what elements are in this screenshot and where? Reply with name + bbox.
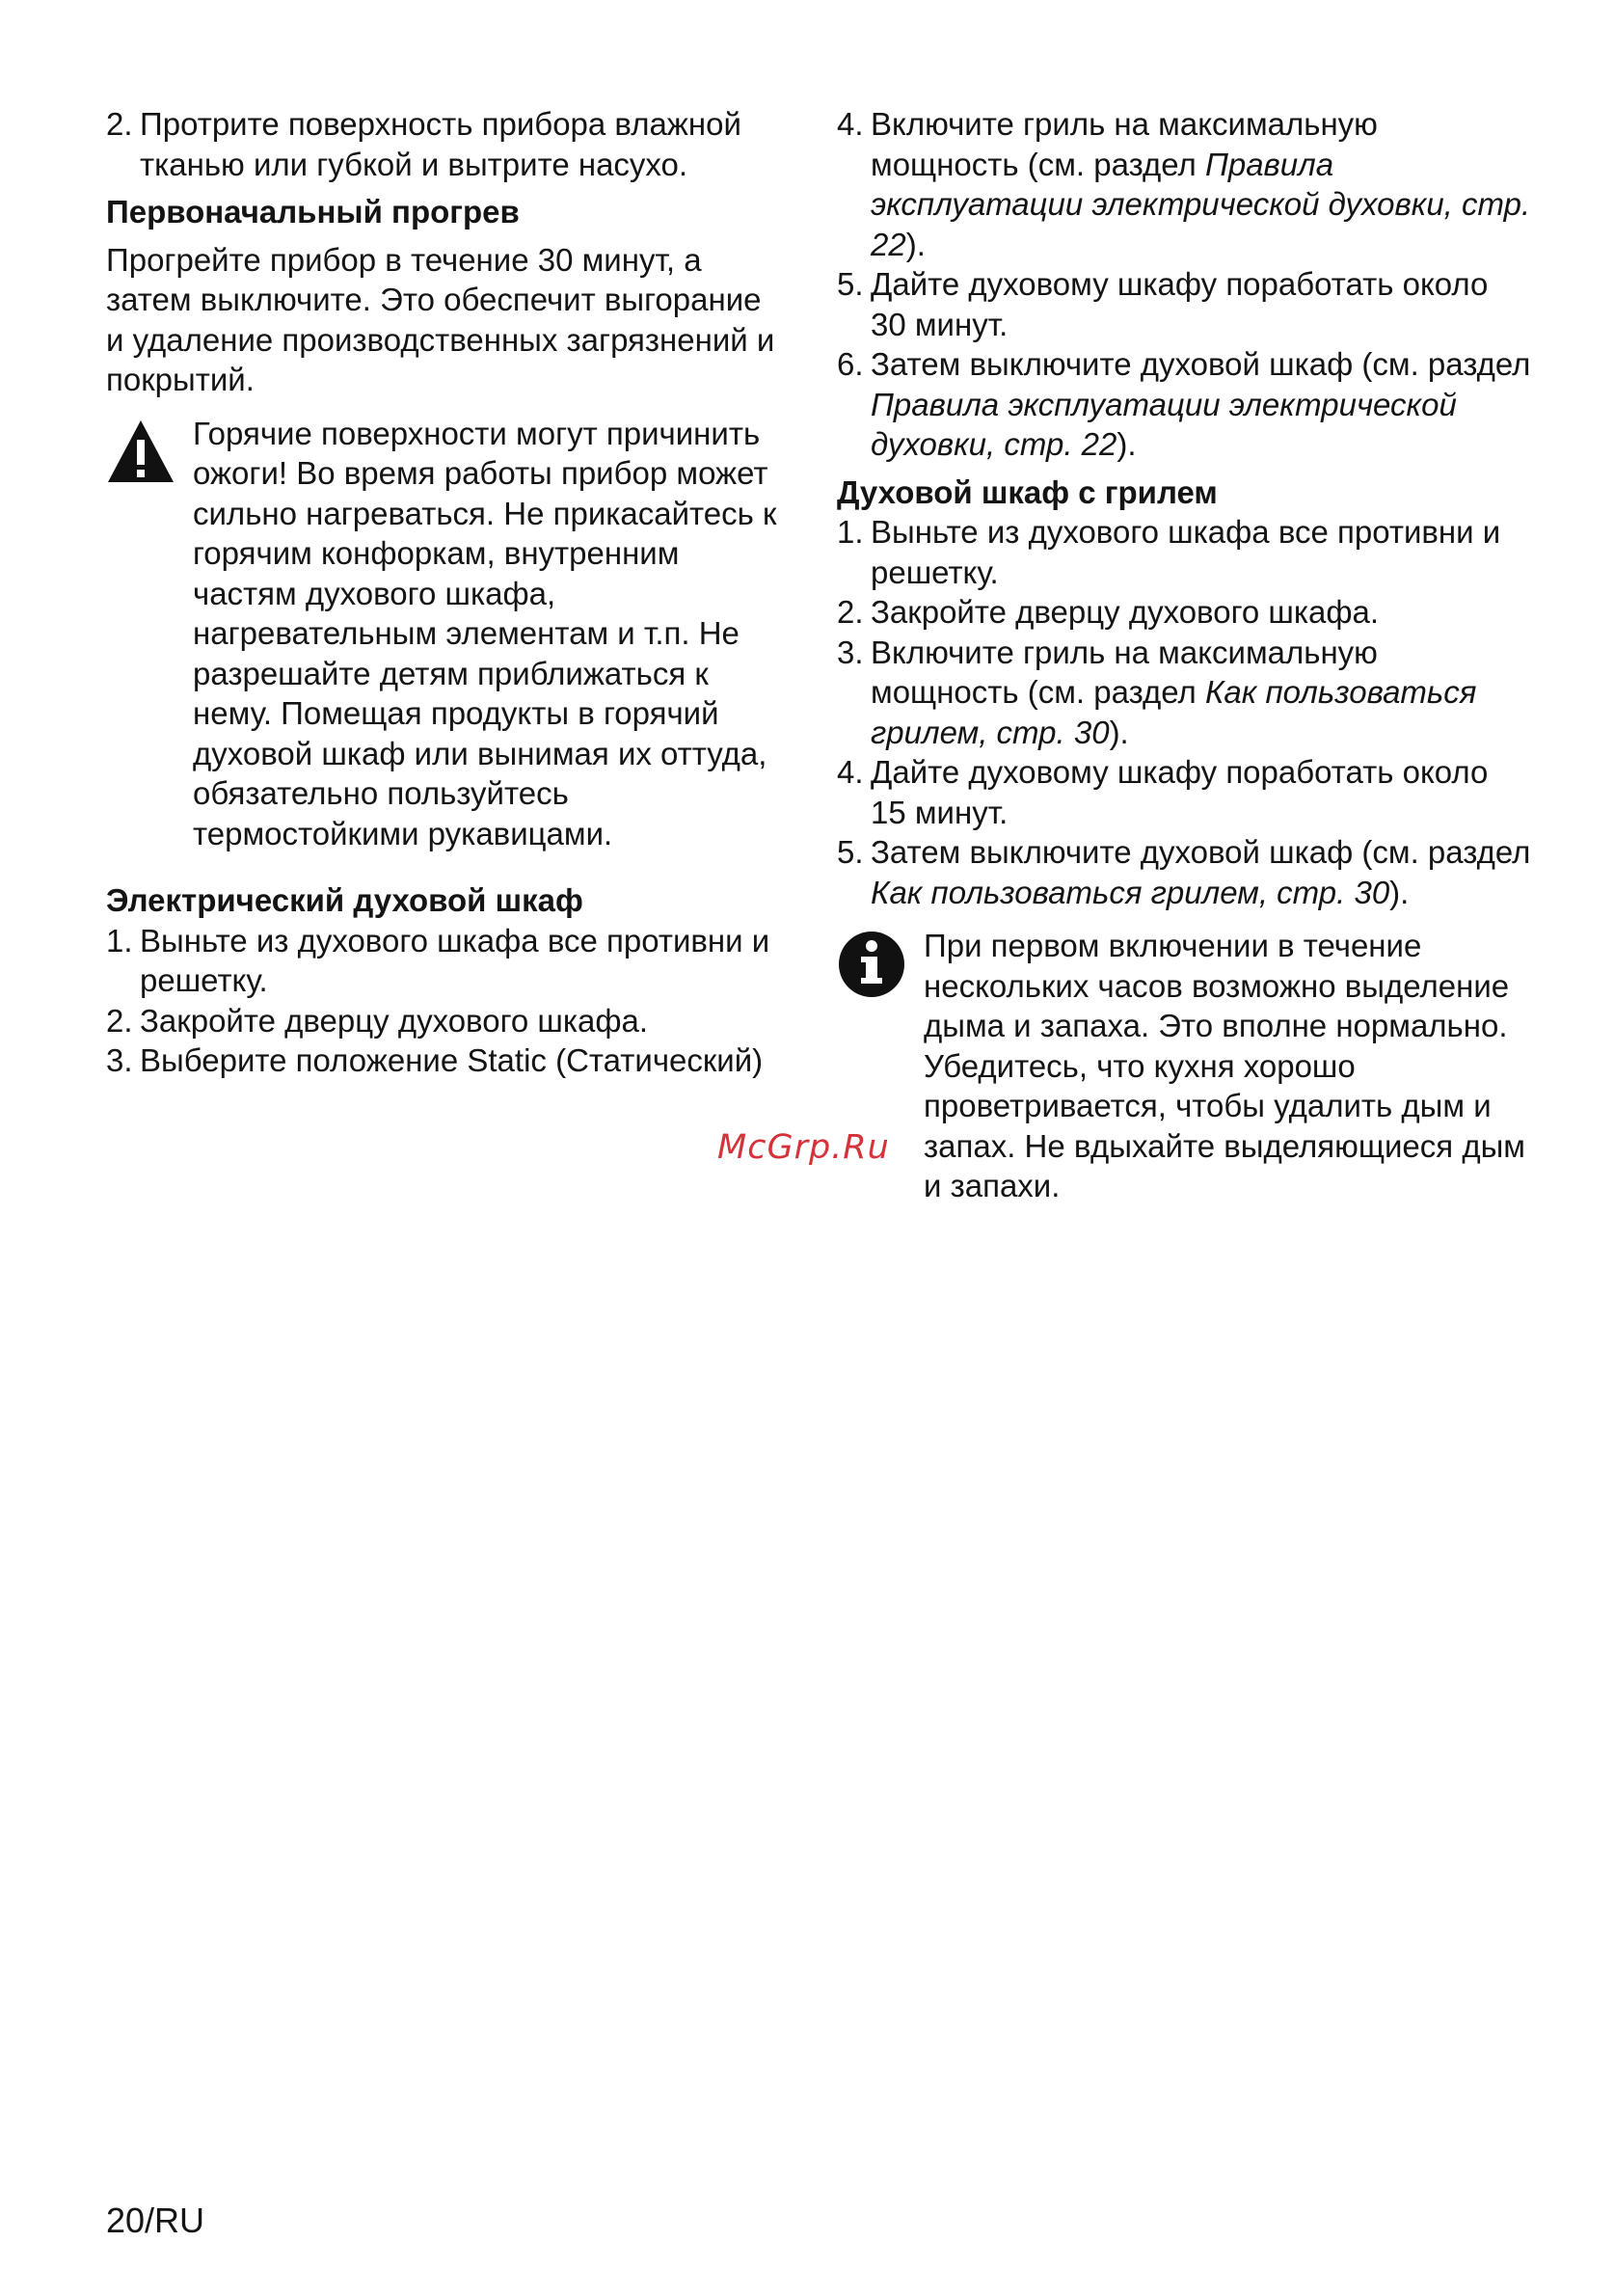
- left-column: [106, 104, 781, 1081]
- list-item: [106, 1001, 781, 1041]
- item-number: 3.: [837, 634, 864, 670]
- item-text: Закройте дверцу духового шкафа.: [140, 1002, 649, 1039]
- cross-reference: Правила эксплуатации электрической духовки, стр. 22: [871, 386, 1457, 462]
- warning-text: Горячие поверхности могут причинить ожоги! Во время работы прибор может сильно нагреваться. Не прикасайтесь к горячим конфоркам, внутренним частям духового шкафа, нагревательным элементам и т.п. Не разрешайте детям приближаться к нему. Помещая продукты в горячий духовой шкаф или вынимая их оттуда, обязательно пользуйтесь термостойкими рукавицами.: [193, 415, 777, 851]
- item-text: Дайте духовому шкафу поработать около 15 минут.: [871, 754, 1489, 830]
- list-item: [837, 752, 1531, 832]
- preheat-text: Прогрейте прибор в течение 30 минут, а затем выключите. Это обеспечит выгорание и удаление производственных загрязнений и покрытий.: [106, 241, 775, 397]
- list-item: [837, 264, 1531, 344]
- item-text: Выньте из духового шкафа все противни и решетку.: [871, 514, 1501, 590]
- item-number: 4.: [837, 754, 864, 790]
- cross-reference: Как пользоваться грилем, стр. 30: [871, 874, 1390, 910]
- item-number: 2.: [837, 594, 864, 630]
- info-text: При первом включении в течение нескольких часов возможно выделение дыма и запаха. Это вполне нормально. Убедитесь, что кухня хорошо проветривается, чтобы удалить дым и запах. Не вдыхайте выделяющиеся дым и запахи.: [924, 928, 1525, 1203]
- list-item: [106, 921, 781, 1001]
- list-item: [837, 344, 1531, 465]
- item-text: Затем выключите духовой шкаф (см. раздел Правила эксплуатации электрической духовки, стр. 22).: [871, 346, 1531, 462]
- item-text: Затем выключите духовой шкаф (см. раздел Как пользоваться грилем, стр. 30).: [871, 834, 1531, 910]
- item-number: 5.: [837, 266, 864, 302]
- list-item: [837, 512, 1531, 592]
- list-item: [106, 1040, 781, 1081]
- list-item: [106, 104, 781, 184]
- item-number: 6.: [837, 346, 864, 382]
- item-text: Протрите поверхность прибора влажной тканью или губкой и вытрите насухо.: [140, 106, 741, 182]
- item-number: 2.: [106, 1002, 133, 1039]
- list-item: [837, 592, 1531, 633]
- right-column: [837, 104, 1531, 1206]
- list-item: [837, 104, 1531, 264]
- electric-oven-heading: Электрический духовой шкаф: [106, 882, 583, 918]
- item-text: Выньте из духового шкафа все противни и решетку.: [140, 922, 770, 998]
- watermark: McGrp.Ru: [717, 1128, 890, 1167]
- item-number: 1.: [837, 514, 864, 550]
- item-number: 2.: [106, 106, 133, 142]
- cross-reference: Правила эксплуатации электрической духовки, стр. 22: [871, 146, 1531, 262]
- item-number: 1.: [106, 922, 133, 959]
- page-number: 20/RU: [106, 2201, 205, 2240]
- info-notice: [837, 926, 1531, 1206]
- item-text: Выберите положение Static (Статический): [140, 1042, 764, 1078]
- warning-triangle-icon: [106, 417, 175, 486]
- warning-notice: [106, 414, 781, 854]
- item-text: Закройте дверцу духового шкафа.: [871, 594, 1380, 630]
- info-icon: [837, 930, 906, 999]
- item-number: 4.: [837, 106, 864, 142]
- preheat-heading: Первоначальный прогрев: [106, 194, 520, 230]
- item-text: Включите гриль на максимальную мощность (см. раздел Как пользоваться грилем, стр. 30).: [871, 634, 1477, 750]
- cross-reference: Как пользоваться грилем, стр. 30: [871, 674, 1477, 750]
- list-item: [837, 633, 1531, 753]
- item-text: Дайте духовому шкафу поработать около 30 минут.: [871, 266, 1489, 342]
- list-item: [837, 832, 1531, 912]
- item-number: 5.: [837, 834, 864, 870]
- item-number: 3.: [106, 1042, 133, 1078]
- grill-oven-heading: Духовой шкаф с грилем: [837, 473, 1218, 510]
- item-text: Включите гриль на максимальную мощность (см. раздел Правила эксплуатации электрической духовки, стр. 22).: [871, 106, 1531, 262]
